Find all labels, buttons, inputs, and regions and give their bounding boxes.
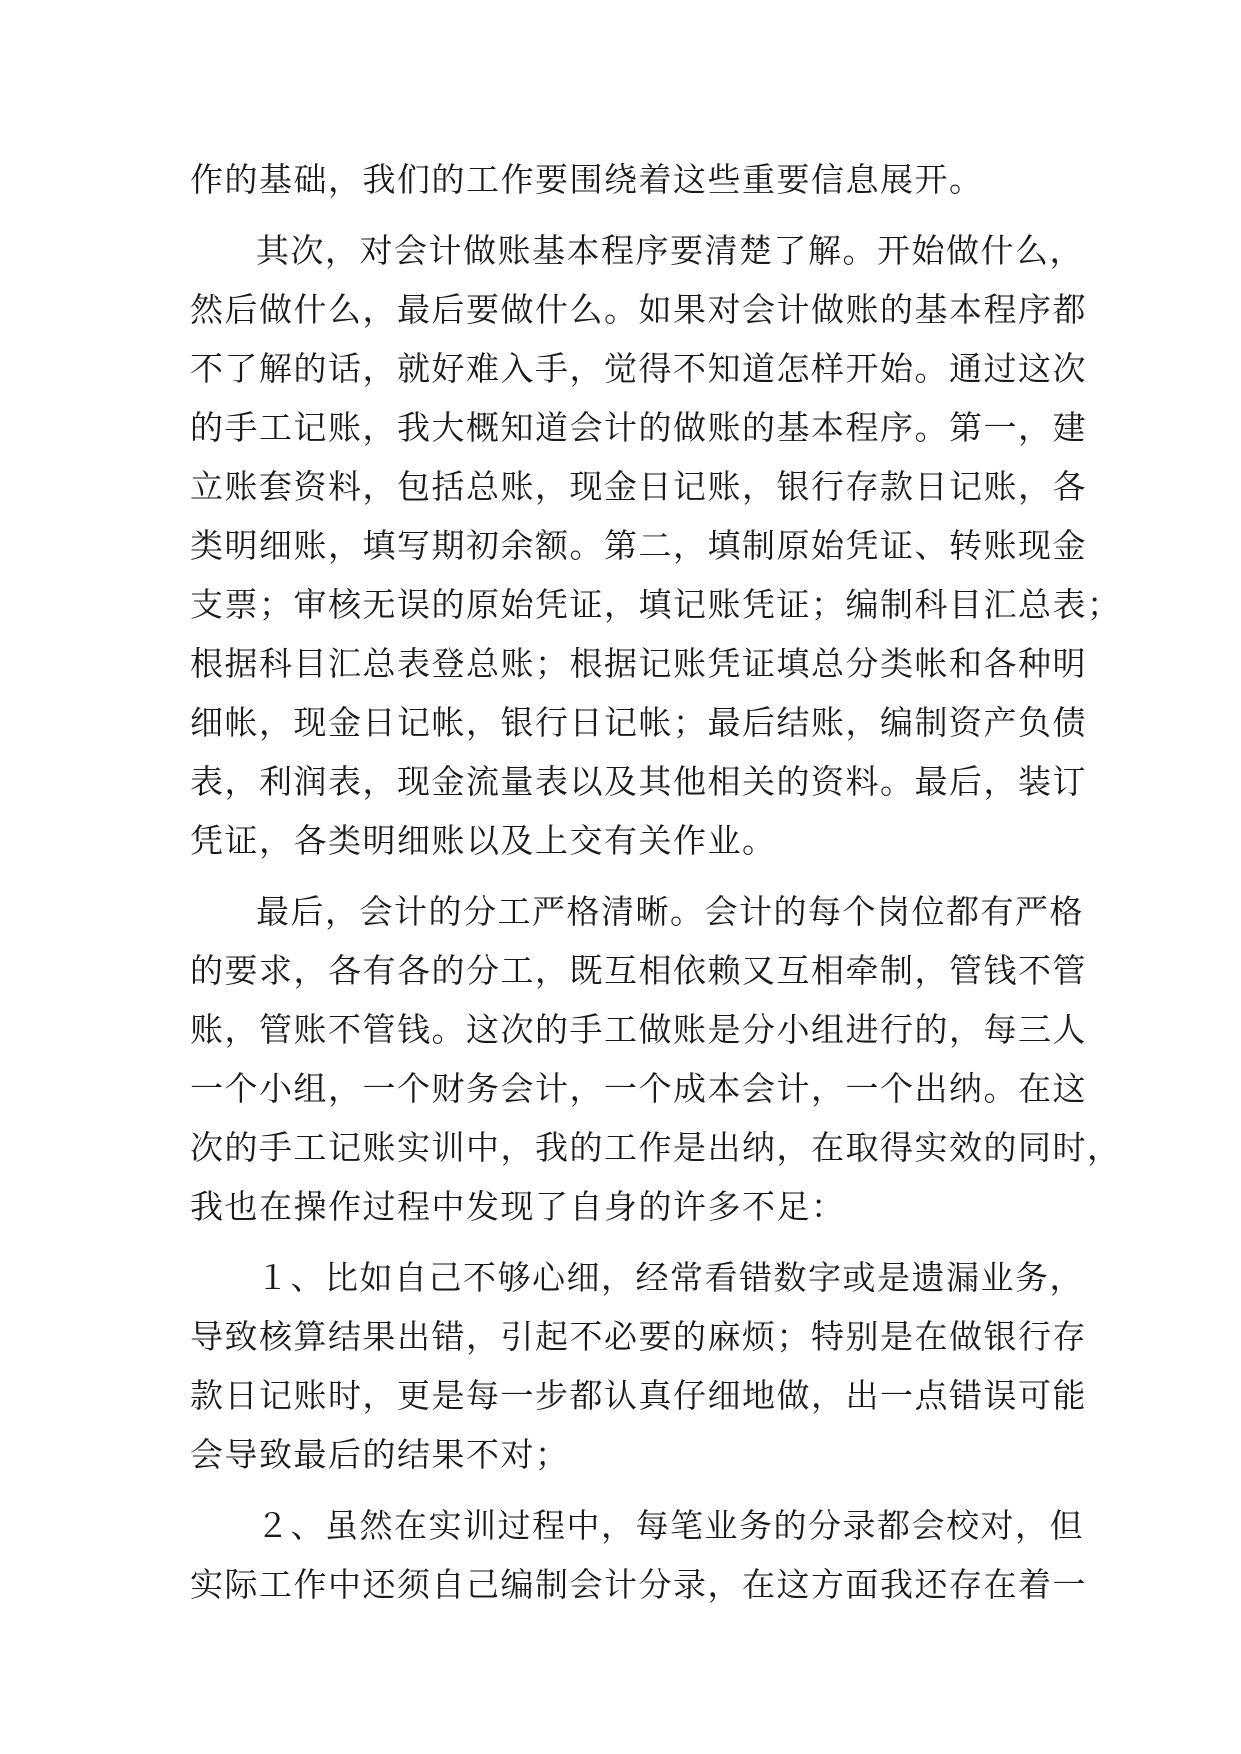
text-line: 作的基础，我们的工作要围绕着这些重要信息展开。: [190, 160, 984, 199]
text-line: 根据科目汇总表登总账；根据记账凭证填总分类帐和各种明: [190, 644, 1087, 683]
text-line: 一个小组，一个财务会计，一个成本会计，一个出纳。在这: [190, 1069, 1087, 1108]
text-line: 会导致最后的结果不对；: [190, 1435, 570, 1474]
text-line: 表，利润表，现金流量表以及其他相关的资料。最后，装订: [190, 762, 1087, 801]
text-line: 类明细账，填写期初余额。第二，填制原始凭证、转账现金: [190, 526, 1087, 565]
paragraph-gap: [190, 1236, 1060, 1248]
text-line: 款日记账时，更是每一步都认真仔细地做，出一点错误可能: [190, 1376, 1087, 1415]
text-line: 支票；审核无误的原始凭证，填记账凭证；编制科目汇总表；: [190, 585, 1122, 624]
text-line: 实际工作中还须自己编制会计分录，在这方面我还存在着一: [190, 1565, 1087, 1604]
paragraph-gap: [190, 1484, 1060, 1496]
text-line: 凭证，各类明细账以及上交有关作业。: [190, 821, 777, 860]
text-line: 我也在操作过程中发现了自身的许多不足：: [190, 1187, 846, 1226]
text-line: 导致核算结果出错，引起不必要的麻烦；特别是在做银行存: [190, 1317, 1087, 1356]
document-body: [190, 150, 1122, 1614]
text-line: 次的手工记账实训中，我的工作是出纳，在取得实效的同时，: [190, 1128, 1122, 1167]
text-line: 的手工记账，我大概知道会计的做账的基本程序。第一，建: [190, 408, 1087, 447]
text-line: 立账套资料，包括总账，现金日记账，银行存款日记账，各: [190, 467, 1087, 506]
paragraph-first-line: ２、虽然在实训过程中，每笔业务的分录都会校对，但: [256, 1506, 1084, 1545]
text-line: 不了解的话，就好难入手，觉得不知道怎样开始。通过这次: [190, 349, 1087, 388]
text-line: 然后做什么，最后要做什么。如果对会计做账的基本程序都: [190, 290, 1087, 329]
paragraph-first-line: 最后，会计的分工严格清晰。会计的每个岗位都有严格: [256, 892, 1084, 931]
text-line: 的要求，各有各的分工，既互相依赖又互相牵制，管钱不管: [190, 951, 1087, 990]
text-line: 细帐，现金日记帐，银行日记帐；最后结账，编制资产负债: [190, 703, 1087, 742]
paragraph-gap: [190, 870, 1060, 882]
paragraph-gap: [190, 209, 1060, 221]
paragraph-first-line: 其次，对会计做账基本程序要清楚了解。开始做什么，: [256, 231, 1084, 270]
paragraph-first-line: １、比如自己不够心细，经常看错数字或是遗漏业务，: [256, 1258, 1084, 1297]
text-line: 账，管账不管钱。这次的手工做账是分小组进行的，每三人: [190, 1010, 1087, 1049]
